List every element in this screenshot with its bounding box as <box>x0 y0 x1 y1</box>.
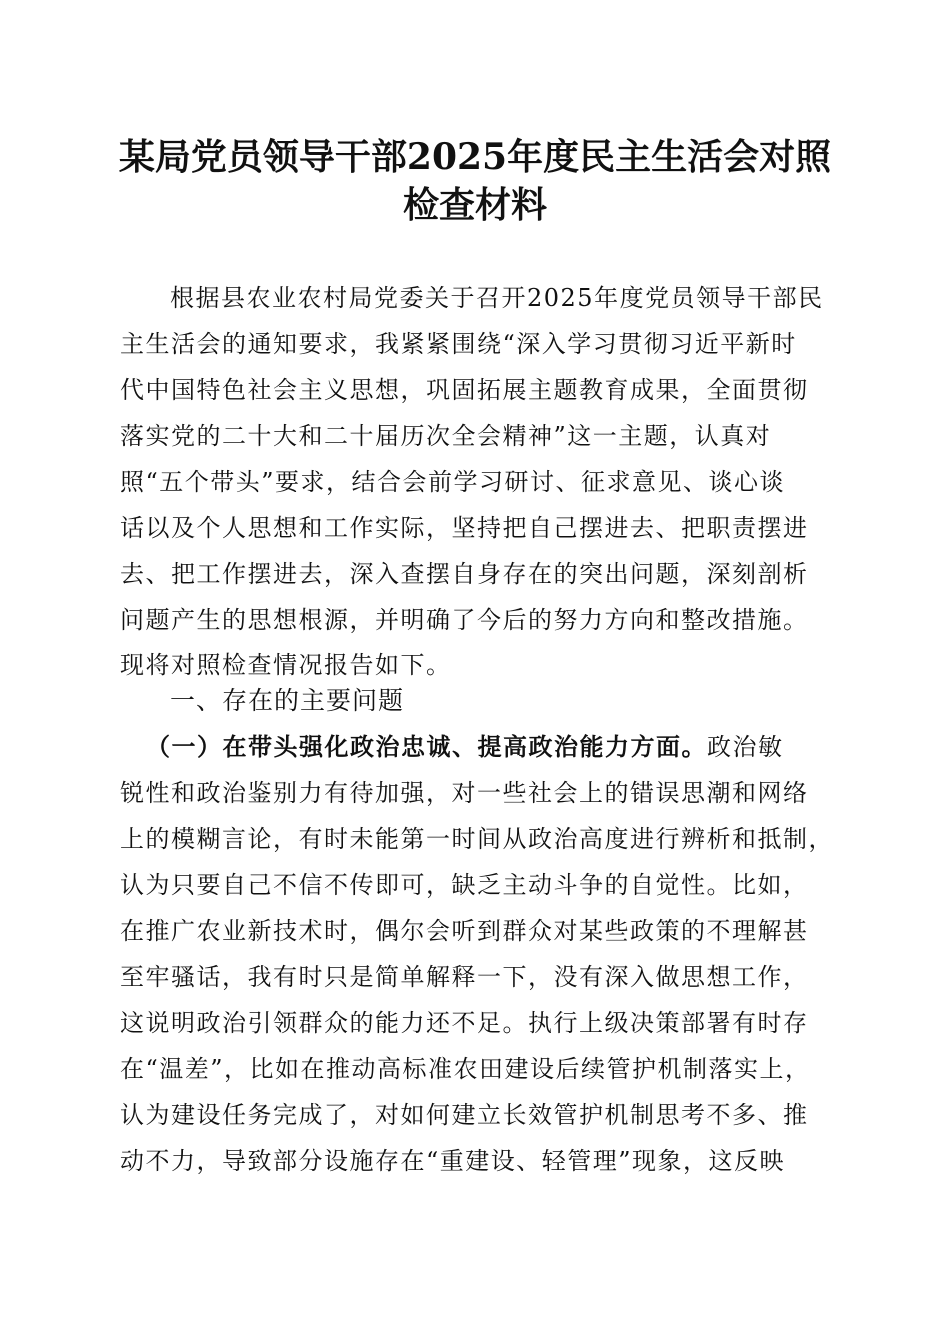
subsection-heading: （一）在带头强化政治忠诚、提高政治能力方面。 <box>146 732 707 761</box>
subsection-first-line <box>146 732 866 762</box>
subsection-line: 认为只要自己不信不传即可，缺乏主动斗争的自觉性。比如， <box>120 871 809 899</box>
subsection-line: 至牢骚话，我有时只是简单解释一下，没有深入做思想工作， <box>120 963 809 991</box>
intro-line: 去、把工作摆进去，深入查摆自身存在的突出问题，深刻剖析 <box>120 560 809 588</box>
intro-line: 落实党的二十大和二十届历次全会精神”这一主题，认真对 <box>120 422 772 450</box>
subsection-line: 认为建设任务完成了，对如何建立长效管护机制思考不多、推 <box>120 1101 809 1129</box>
intro-line: 主生活会的通知要求，我紧紧围绕“深入学习贯彻习近平新时 <box>120 330 797 358</box>
subsection-line: 这说明政治引领群众的能力还不足。执行上级决策部署有时存 <box>120 1009 809 1037</box>
intro-line: 根据县农业农村局党委关于召开2025年度党员领导干部民 <box>170 284 824 312</box>
intro-line: 问题产生的思想根源，并明确了今后的努力方向和整改措施。 <box>120 606 809 634</box>
intro-line: 现将对照检查情况报告如下。 <box>120 651 452 679</box>
section-heading: 一、存在的主要问题 <box>170 686 405 715</box>
subsection-line: 动不力，导致部分设施存在“重建设、轻管理”现象，这反映 <box>120 1147 786 1175</box>
subsection-first-line-text: 政治敏 <box>707 733 784 761</box>
intro-line: 照“五个带头”要求，结合会前学习研讨、征求意见、谈心谈 <box>120 468 786 496</box>
subsection-line: 在“温差”，比如在推动高标准农田建设后续管护机制落实上， <box>120 1055 811 1083</box>
intro-line: 话以及个人思想和工作实际，坚持把自己摆进去、把职责摆进 <box>120 514 809 542</box>
subsection-line: 在推广农业新技术时，偶尔会听到群众对某些政策的不理解甚 <box>120 917 809 945</box>
intro-line: 代中国特色社会主义思想，巩固拓展主题教育成果，全面贯彻 <box>120 376 809 404</box>
subsection-line: 上的模糊言论，有时未能第一时间从政治高度进行辨析和抵制， <box>120 825 834 853</box>
document-title-line-2: 检查材料 <box>402 184 547 226</box>
document-title-line-1: 某局党员领导干部2025年度民主生活会对照 <box>118 136 832 178</box>
subsection-line: 锐性和政治鉴别力有待加强，对一些社会上的错误思潮和网络 <box>120 779 809 807</box>
